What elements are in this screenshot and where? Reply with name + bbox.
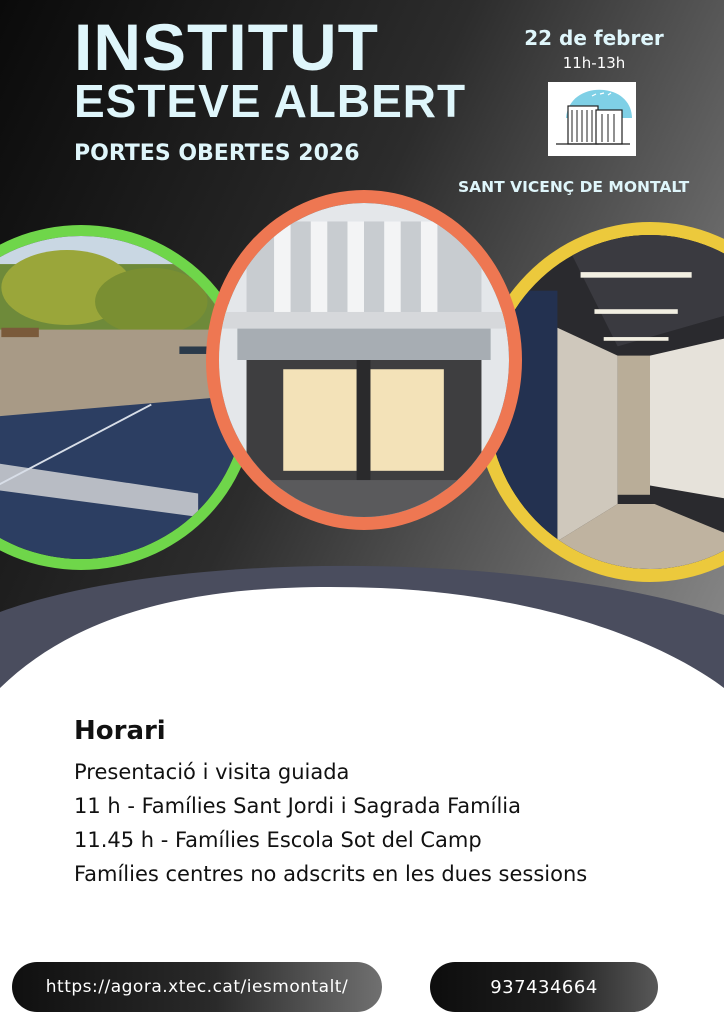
- page-title-line2: ESTEVE ALBERT: [74, 75, 467, 127]
- schedule-line: 11.45 h - Famílies Escola Sot del Camp: [74, 828, 482, 852]
- page-title-line1: INSTITUT: [74, 10, 379, 84]
- photo-ring-orange: [206, 190, 522, 530]
- event-location: SANT VICENÇ DE MONTALT: [458, 178, 690, 196]
- corridor-photo: [488, 235, 724, 569]
- event-time: 11h-13h: [562, 54, 626, 72]
- schedule-title: Horari: [74, 716, 166, 746]
- schedule-line: Famílies centres no adscrits en les dues sessions: [74, 862, 588, 886]
- schedule-line: Presentació i visita guiada: [74, 760, 350, 784]
- website-link[interactable]: https://agora.xtec.cat/iesmontalt/: [12, 962, 382, 1012]
- school-logo: [548, 82, 636, 156]
- schedule-line: 11 h - Famílies Sant Jordi i Sagrada Família: [74, 794, 521, 818]
- phone-number[interactable]: 937434664: [430, 962, 658, 1012]
- entrance-photo: [219, 203, 509, 517]
- event-subtitle: PORTES OBERTES 2026: [74, 141, 360, 166]
- schoolyard-photo: [0, 236, 245, 559]
- event-date: 22 de febrer: [524, 26, 664, 50]
